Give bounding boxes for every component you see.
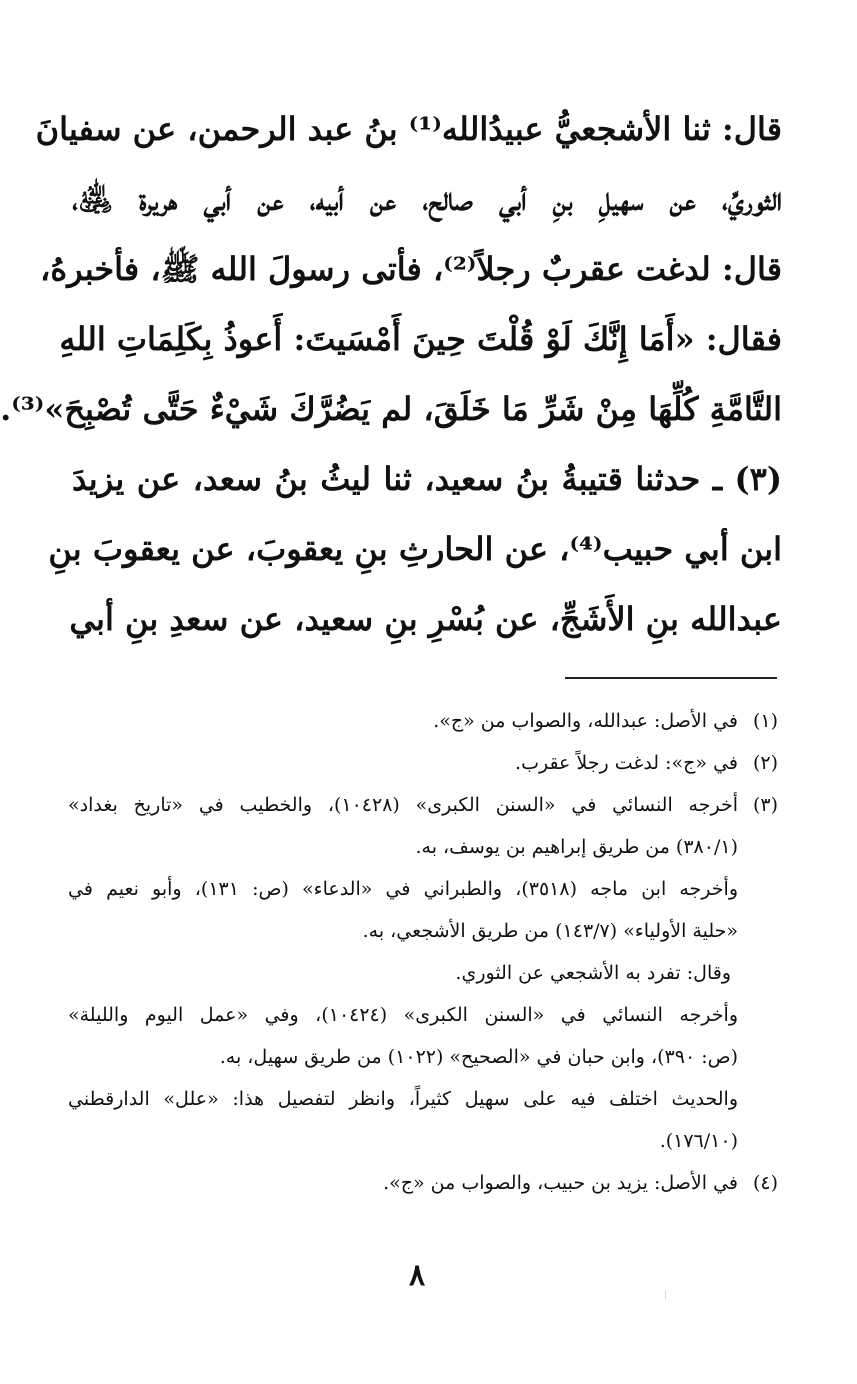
footnote-number: (٤) xyxy=(752,1172,778,1194)
footnote-separator xyxy=(565,677,777,679)
main-text-line: قال: لدغت عقربٌ رجلاً⁽²⁾، فأتى رسولَ الله ﷺ، فأخبرهُ، xyxy=(39,250,782,288)
footnote-3-line-7: (ص: ٣٩٠)، وابن حبان في «الصحيح» (١٠٢٢) من طريق سهيل، به. xyxy=(219,1046,738,1068)
footnote-number: (١) xyxy=(752,710,778,732)
main-text-line: قال: ثنا الأشجعيُّ عبيدُالله⁽¹⁾ بنُ عبد الرحمن، عن سفيانَ xyxy=(35,110,782,148)
footnote-2 xyxy=(68,742,778,784)
scan-speck-decoration xyxy=(665,1290,669,1299)
main-text-line: ابن أبي حبيب⁽⁴⁾، عن الحارثِ بنِ يعقوبَ، عن يعقوبَ بنِ xyxy=(48,530,782,568)
footnotes-block xyxy=(68,700,778,1204)
main-text-line: (٣) ـ حدثنا قتيبةُ بنُ سعيد، ثنا ليثُ بنُ سعد، عن يزيدَ xyxy=(72,460,782,498)
main-text-line: التَّامَّةِ كُلِّهَا مِنْ شَرِّ مَا خَلَقَ، لم يَضُرَّكَ شَيْءٌ حَتَّى تُصْبِحَ»⁽³⁾. xyxy=(0,390,782,428)
footnote-3-line-9: (١٧٦/١٠). xyxy=(659,1130,738,1152)
page-number: ٨ xyxy=(408,1258,426,1293)
main-text-line: الثوريِّ، عن سهيلِ بنِ أبي صالح، عن أبيه، عن أبي هريرة ﵁، xyxy=(72,180,782,218)
footnote-number: (٣) xyxy=(752,794,778,816)
footnote-3-line-5: وقال: تفرد به الأشجعي عن الثوري. xyxy=(455,962,731,984)
footnote-3-line-2: (٣٨٠/١) من طريق إبراهيم بن يوسف، به. xyxy=(415,836,738,858)
main-text-block xyxy=(0,94,782,654)
footnote-3-line-1 xyxy=(68,784,778,826)
main-text-line: عبدالله بنِ الأَشَجِّ، عن بُسْرِ بنِ سعيد، عن سعدِ بنِ أبي xyxy=(69,600,782,638)
footnote-text: أخرجه النسائي في «السنن الكبرى» (١٠٤٢٨)، والخطيب في «تاريخ بغداد» xyxy=(68,794,738,816)
footnote-4 xyxy=(68,1162,778,1204)
footnote-3-line-4: «حلية الأولياء» (١٤٣/٧) من طريق الأشجعي، به. xyxy=(362,920,738,942)
footnote-1 xyxy=(68,700,778,742)
footnote-3-line-3: وأخرجه ابن ماجه (٣٥١٨)، والطبراني في «الدعاء» (ص: ١٣١)، وأبو نعيم في xyxy=(68,878,738,900)
main-text-line: فقال: «أَمَا إِنَّكَ لَوْ قُلْتَ حِينَ أَمْسَيتَ: أَعوذُ بِكَلِمَاتِ اللهِ xyxy=(59,320,782,358)
footnote-number: (٢) xyxy=(752,752,778,774)
footnote-3-line-6: وأخرجه النسائي في «السنن الكبرى» (١٠٤٢٤)، وفي «عمل اليوم والليلة» xyxy=(68,1004,738,1026)
footnote-text: في «ج»: لدغت رجلاً عقرب. xyxy=(515,752,738,774)
book-page xyxy=(2,0,857,1384)
footnote-3-line-8: والحديث اختلف فيه على سهيل كثيراً، وانظر لتفصيل هذا: «علل» الدارقطني xyxy=(68,1088,738,1110)
footnote-text: في الأصل: عبدالله، والصواب من «ج». xyxy=(433,710,738,732)
footnote-text: في الأصل: يزيد بن حبيب، والصواب من «ج». xyxy=(383,1172,738,1194)
